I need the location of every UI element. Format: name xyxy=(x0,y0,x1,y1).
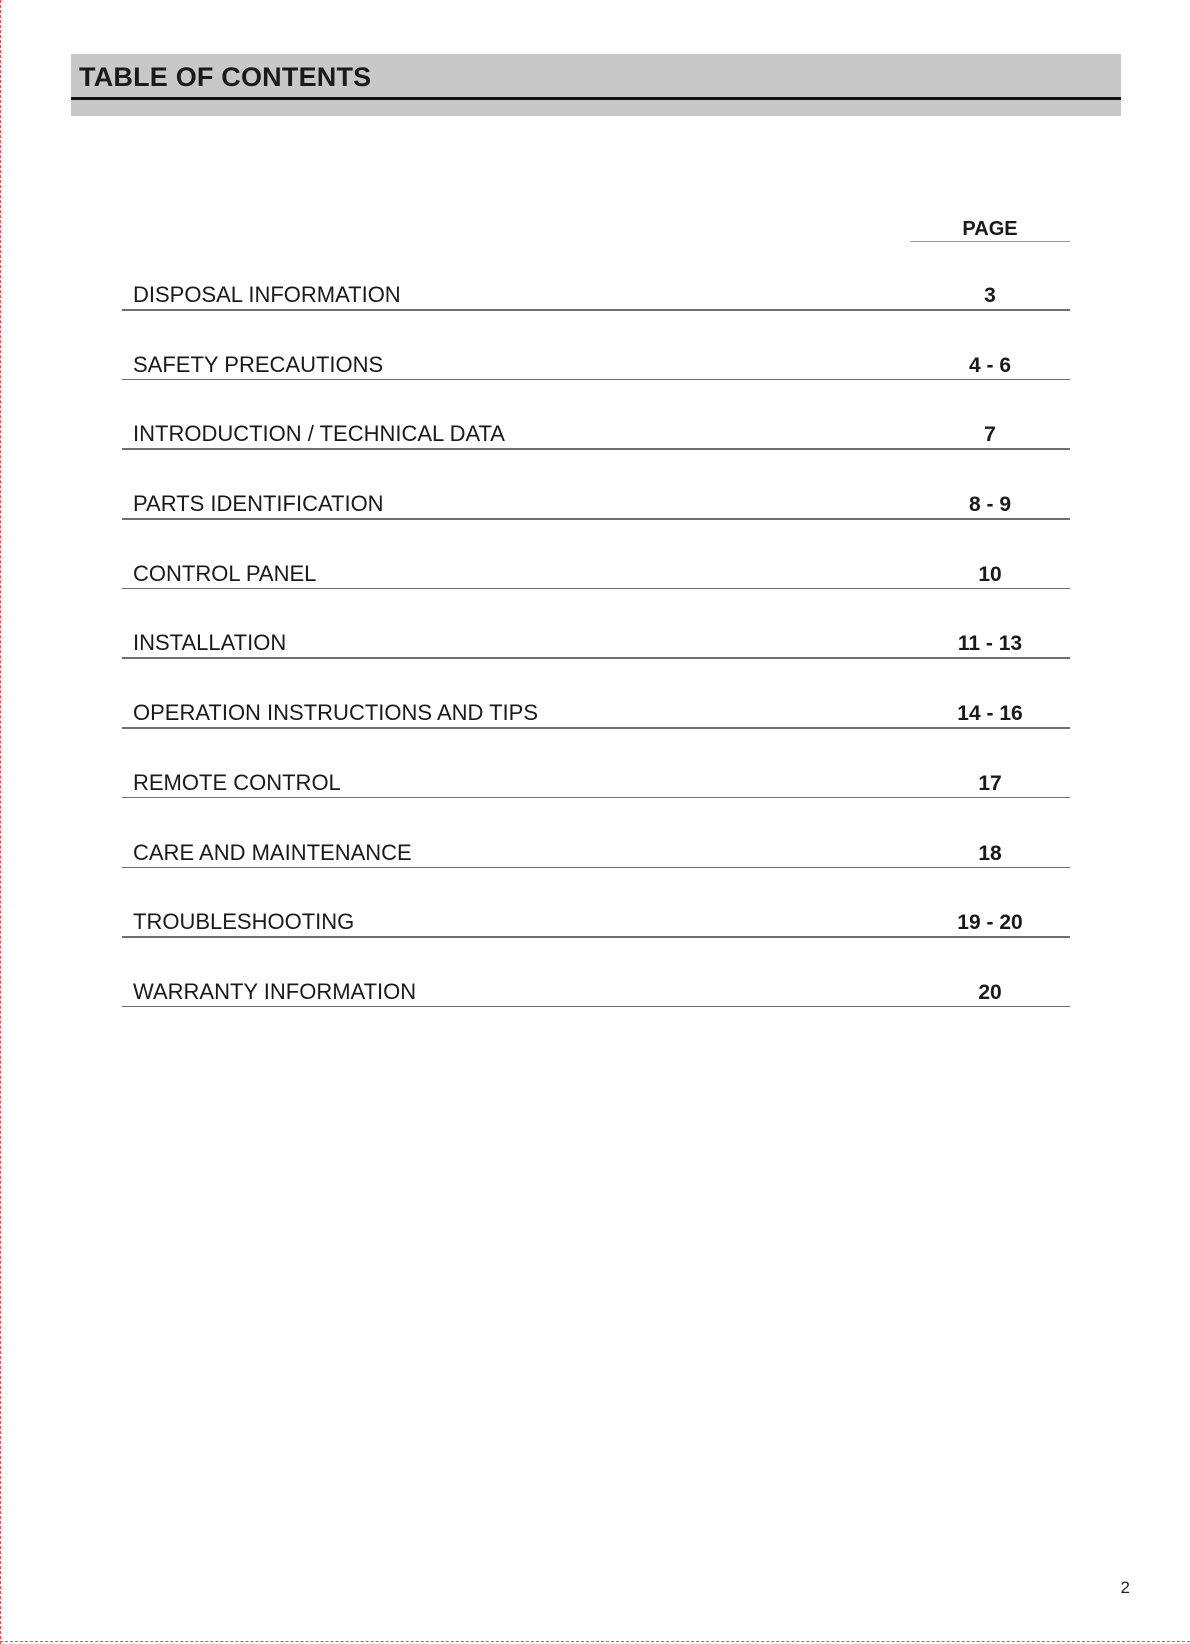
toc-entry[interactable] xyxy=(122,693,1070,763)
toc-entry-title: CONTROL PANEL xyxy=(133,560,317,586)
toc-entry-title: PARTS IDENTIFICATION xyxy=(133,491,384,517)
toc-entry-rule xyxy=(122,518,1070,520)
toc-entry-rule xyxy=(122,867,1070,869)
toc-entry[interactable] xyxy=(122,554,1070,624)
toc-entry-rule xyxy=(122,936,1070,938)
toc-entry-title: REMOTE CONTROL xyxy=(133,769,341,795)
bottom-margin-dashed-line xyxy=(0,1641,1190,1642)
toc-entry[interactable] xyxy=(122,972,1070,1042)
toc-entry[interactable] xyxy=(122,275,1070,345)
toc-entry-page: 3 xyxy=(984,284,996,307)
page-number: 2 xyxy=(1120,1578,1130,1597)
toc-entry-rule xyxy=(122,448,1070,450)
left-margin-dashed-line xyxy=(0,0,1,1644)
toc-list xyxy=(122,275,1070,1042)
toc-entry-title: TROUBLESHOOTING xyxy=(133,909,355,935)
toc-entry-page: 10 xyxy=(978,562,1002,586)
toc-entry[interactable] xyxy=(122,345,1070,415)
toc-entry-page: 18 xyxy=(978,841,1002,865)
toc-entry[interactable] xyxy=(122,833,1070,903)
toc-entry-page: 14 - 16 xyxy=(957,702,1023,726)
toc-entry-rule xyxy=(122,309,1070,311)
toc-entry[interactable] xyxy=(122,623,1070,693)
toc-entry-page: 4 - 6 xyxy=(968,353,1012,377)
page-column-label: PAGE xyxy=(962,218,1018,240)
toc-entry-page: 11 - 13 xyxy=(957,632,1023,656)
toc-entry[interactable] xyxy=(122,763,1070,833)
toc-entry-rule xyxy=(122,379,1070,381)
header-rule xyxy=(71,97,1121,100)
toc-entry[interactable] xyxy=(122,484,1070,554)
toc-entry-rule xyxy=(122,588,1070,590)
toc-entry-page: 8 - 9 xyxy=(968,493,1012,517)
toc-entry-rule xyxy=(122,657,1070,659)
toc-entry[interactable] xyxy=(122,902,1070,972)
toc-entry[interactable] xyxy=(122,414,1070,484)
toc-header-band xyxy=(71,54,1121,116)
toc-entry-page: 7 xyxy=(984,423,996,447)
page-title: TABLE OF CONTENTS xyxy=(79,62,372,92)
toc-entry-page: 20 xyxy=(978,980,1002,1004)
toc-entry-rule xyxy=(122,1006,1070,1008)
toc-entry-rule xyxy=(122,727,1070,729)
toc-entry-title: DISPOSAL INFORMATION xyxy=(133,282,401,307)
toc-entry-title: CARE AND MAINTENANCE xyxy=(133,839,412,865)
toc-entry-title: INTRODUCTION / TECHNICAL DATA xyxy=(133,421,505,447)
page-column-rule xyxy=(910,241,1070,242)
toc-entry-title: OPERATION INSTRUCTIONS AND TIPS xyxy=(133,700,539,726)
toc-entry-rule xyxy=(122,797,1070,799)
toc-entry-title: WARRANTY INFORMATION xyxy=(133,978,417,1004)
toc-entry-title: SAFETY PRECAUTIONS xyxy=(133,351,384,377)
toc-entry-page: 17 xyxy=(978,771,1002,795)
toc-entry-page: 19 - 20 xyxy=(957,911,1023,935)
toc-entry-title: INSTALLATION xyxy=(133,630,287,656)
